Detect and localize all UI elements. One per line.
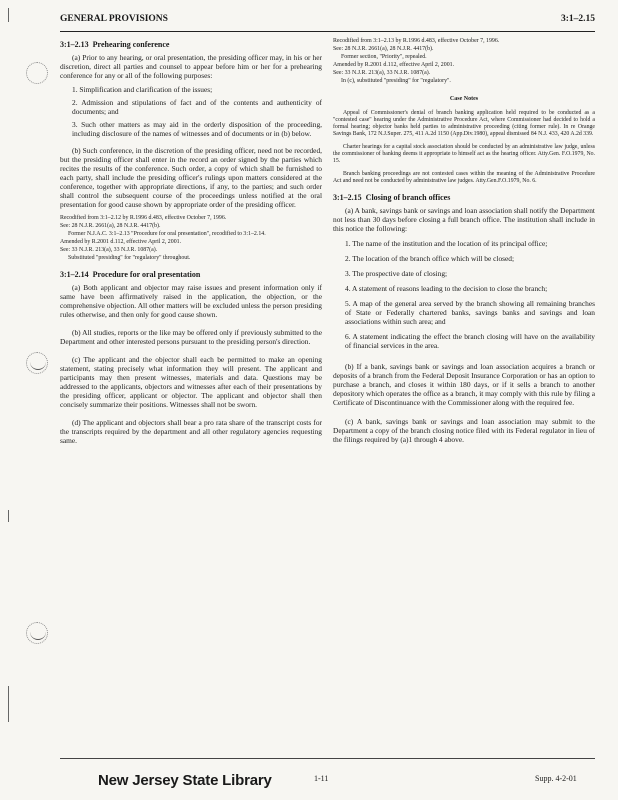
footer-rule — [60, 758, 595, 759]
list-item: 1. Simplification and clarification of the issues; — [72, 85, 213, 94]
margin-tick — [8, 686, 9, 722]
section-heading-2-15: 3:1–2.15 Closing of branch offices — [333, 193, 451, 202]
list-item: 6. A statement indicating the effect the branch closing will have on the availability of financial services in the area. — [345, 332, 595, 350]
margin-tick — [8, 8, 9, 22]
case-note: Appeal of Commissioner's denial of branch banking application held required to be conducted as a "contested case" hearing under the Administrative Procedure Act, where Commissioner had decided to hold a formal hearing; objector banks held parties to administrative proceeding (citing former rule). In re Orange Savings Bank, 172 N.J.Super. 275, 411 A.2d 1150 (App.Div.1980), appeal dismissed 84 N.J. 433, 420 A.2d 339. — [333, 110, 595, 137]
page-number: 1-11 — [314, 774, 329, 783]
history-note-2-14: Recodified from 3:1–2.13 by R.1996 d.483, effective October 7, 1996. See: 28 N.J.R. 2661(a), 28 N.J.R. 4417(b). Former section, "Priority", repealed. Amended by R.2001 d.112, effective April 2, 2001. See: 33 N.J.R. 213(a), 33 N.J.R. 1087(a). In (c), substituted "presiding" for "regulatory". — [333, 38, 500, 84]
paragraph-2-13-a: (a) Prior to any hearing, or oral presentation, the presiding officer may, in his or her discretion, direct all parties and counsel to appear before him or her for a prehearing conference for any or all of the following purposes: — [60, 53, 322, 80]
case-note: Charter hearings for a capital stock association should be conducted by an administrative law judge, unless the commissioner of banking deems it appropriate to himself act as the hearing officer. Atty.Gen. F.O.1979, No. 15. — [333, 144, 595, 164]
paragraph-2-15-b: (b) If a bank, savings bank or savings and loan association acquires a branch or deposits of a branch from the Federal Deposit Insurance Corporation or has an option to purchase a branch, and closes it within 180 days, or if it sells a branch to another depository which operates the office as a branch, it may comply with this rule by filing a Certificate of Discontinuance with the Commissioner along with the required fee. — [333, 362, 595, 407]
header-rule — [60, 31, 595, 32]
case-note: Branch banking proceedings are not contested cases within the meaning of the Administrative Procedure Act and need not be conducted by administrative law judges. Atty.Gen.F.O.1979, No. 6. — [333, 171, 595, 184]
running-header — [60, 14, 595, 30]
case-notes-heading: Case Notes — [449, 96, 479, 102]
header-left: GENERAL PROVISIONS — [60, 14, 168, 24]
paragraph-2-15-c: (c) A bank, savings bank or savings and loan association may submit to the Department a copy of the branch closing notice filed with its Federal regulator in lieu of the filings required by (a)1 through 4 above. — [333, 417, 595, 444]
list-item: 3. Such other matters as may aid in the orderly disposition of the proceeding, including disclosure of the names of witnesses and of documents or in (b) below. — [72, 120, 322, 138]
list-item: 2. Admission and stipulations of fact and of the contents and authenticity of documents; and — [72, 98, 322, 116]
list-item: 5. A map of the general area served by the branch showing all remaining branches of State or Federally chartered banks, savings banks and savings and loan associations within such area; and — [345, 299, 595, 326]
list-item: 1. The name of the institution and the location of its principal office; — [345, 239, 548, 248]
margin-tick — [8, 510, 9, 522]
list-item: 2. The location of the branch office which will be closed; — [345, 254, 515, 263]
paragraph-2-14-c: (c) The applicant and the objector shall each be permitted to make an opening statement, stating precisely what information they will present. The applicant and participants may then present witnesses, materials and data. Questions may be addressed to the applicants, objectors and witnesses after each of their presentations by the presiding officer, applicant or objector. The applicant and objector shall then concisely summarize their positions. Witnesses shall not be sworn. — [60, 355, 322, 409]
paragraph-2-14-d: (d) The applicant and objectors shall bear a pro rata share of the transcript costs for the transcripts required by the department and all other regulatory agencies requesting same. — [60, 418, 322, 445]
paragraph-2-14-b: (b) All studies, reports or the like may be offered only if previously submitted to the Department and other interested persons pursuant to the presiding person's direction. — [60, 328, 322, 346]
list-item: 3. The prospective date of closing; — [345, 269, 448, 278]
right-column — [333, 38, 595, 449]
paragraph-2-14-a: (a) Both applicant and objector may raise issues and present information only if same have been affirmatively raised in the application, the objection, or the comprehensive objection. All other matters will be excluded unless the person presiding rules otherwise, and then only for good cause shown. — [60, 283, 322, 319]
library-stamp: New Jersey State Library — [98, 772, 272, 789]
paragraph-2-13-b: (b) Such conference, in the discretion of the presiding officer, need not be recorded, but the presiding officer shall enter in the record an order signed by the parties which recites the results of the conference. Such order, a copy of which shall be furnished to each party, shall include the presiding officer's rulings upon matters considered at the conference, together with appropriate directions, if any, to the parties; and such order shall control the subsequent course of the proceedings unless notified at the oral presentation for good cause shown by appropriate order of the presiding officer. — [60, 146, 322, 209]
history-note-2-13: Recodified from 3:1–2.12 by R.1996 d.483, effective October 7, 1996. See: 28 N.J.R. 2661(a), 28 N.J.R. 4417(b). Former N.J.A.C. 3:1–2.13 "Procedure for oral presentation", recodified to 3:1–2.14. Amended by R.2001 d.112, effective April 2, 2001. See: 33 N.J.R. 213(a), 33 N.J.R. 1087(a). Substituted "presiding" for "regulatory" throughout. — [60, 215, 266, 261]
punch-hole-icon — [26, 62, 48, 84]
list-item: 4. A statement of reasons leading to the decision to close the branch; — [345, 284, 548, 293]
left-column — [60, 38, 322, 450]
header-right: 3:1–2.15 — [560, 14, 595, 24]
section-heading-2-14: 3:1–2.14 Procedure for oral presentation — [60, 270, 201, 279]
paragraph-2-15-a: (a) A bank, savings bank or savings and loan association shall notify the Department not less than 30 days before closing a full branch office. The institution shall include in this notice the following: — [333, 206, 595, 233]
section-heading-2-13: 3:1–2.13 Prehearing conference — [60, 40, 170, 49]
supplement-date: Supp. 4-2-01 — [535, 774, 577, 783]
